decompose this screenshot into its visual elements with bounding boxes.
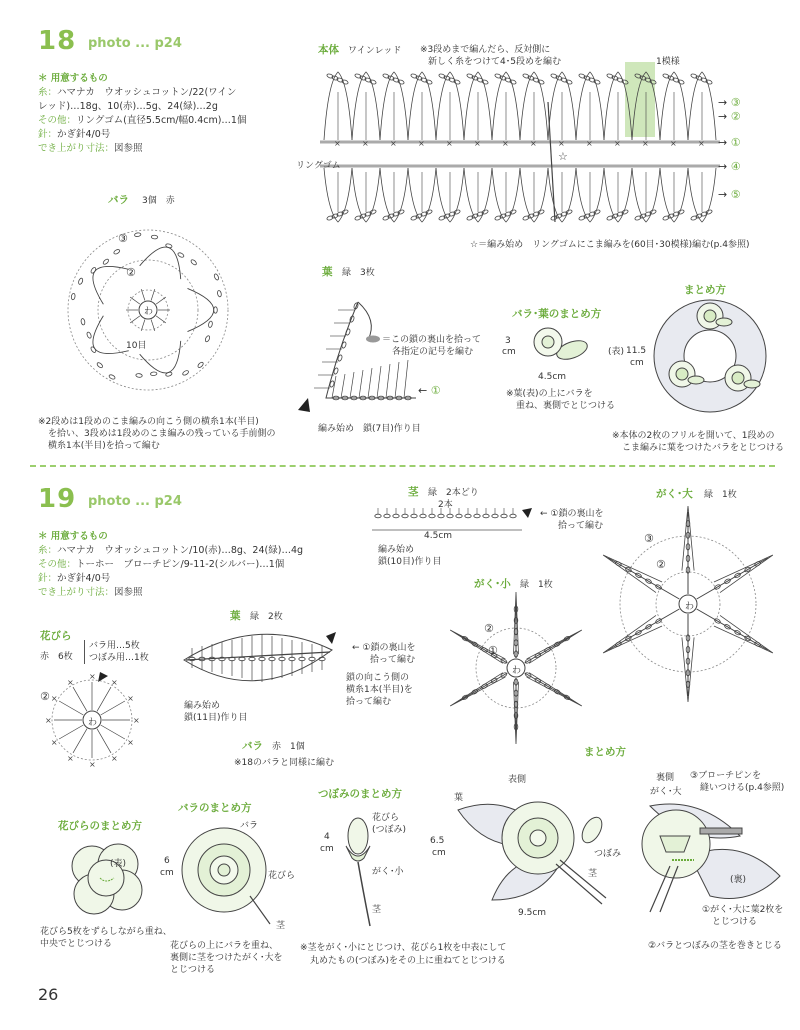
svg-text:×: × <box>530 139 537 148</box>
svg-text:×: × <box>334 139 341 148</box>
svg-text:×: × <box>89 672 96 681</box>
leaf-title: 葉 <box>322 266 333 278</box>
size-line: でき上がり寸法：図参照 <box>38 143 143 154</box>
petal-assy-drawing <box>62 834 152 920</box>
final-size: 11.5 <box>626 346 647 356</box>
svg-text:×: × <box>67 754 74 764</box>
leaf19-chart <box>172 620 348 702</box>
start-note: ☆＝編み始め リングゴムにこま編みを(60目･30模様)編む(p.4参照) <box>470 240 750 250</box>
petal-assy-title: 花びらのまとめ方 <box>58 820 142 832</box>
svg-text:☆: ☆ <box>558 150 568 163</box>
other-line: その他：リングゴム(直径5.5cm/幅0.4cm)…1個 <box>38 115 247 126</box>
svg-text:×: × <box>642 139 649 148</box>
svg-text:×: × <box>45 716 52 725</box>
rose-r3: ③ <box>118 232 128 245</box>
svg-text:×: × <box>614 139 621 148</box>
assy-w: 4.5cm <box>538 372 567 382</box>
m-step2: ②バラとつぼみの茎を巻きとじる <box>648 941 782 951</box>
assy-drawing <box>520 322 600 370</box>
leaf19-title: 葉 <box>230 610 241 622</box>
svg-text:×: × <box>670 139 677 148</box>
final-wreath <box>652 296 772 418</box>
row-1: → ① <box>718 136 741 149</box>
rose-title: バラ <box>108 194 129 206</box>
matome-title: まとめ方 <box>584 746 626 758</box>
svg-text:×: × <box>558 139 565 148</box>
svg-text:×: × <box>50 694 58 703</box>
petal-red: 赤 6枚 <box>40 652 73 662</box>
rose-assy-note: 花びらの上にバラを重ね、 裏側に茎をつけたがく･大を とじつける <box>170 941 283 975</box>
assy-front: (表) <box>608 347 625 357</box>
materials-19: ＊ 用意するもの 糸：ハマナカ ウオッシュコットン/10(赤)…8g、24(緑)…4g その他：トーホー ブローチピン/9-11-2(シルバー)…1個 針：かぎ針4/0号 でき上がり寸法：図参照 <box>38 531 304 598</box>
materials-heading: ＊ 用意するもの <box>38 73 108 84</box>
yarn-line-2: レッド)…18g、10(赤)…5g、24(緑)…2g <box>38 101 218 112</box>
body-title: 本体 <box>318 44 339 56</box>
svg-text:×: × <box>390 139 397 148</box>
gakusho-r1: ① <box>488 644 498 657</box>
row-3: → ③ <box>718 96 741 109</box>
svg-text:×: × <box>698 139 705 148</box>
svg-text:×: × <box>67 677 74 687</box>
bud-lbl4: 茎 <box>372 905 382 915</box>
leaf-r1: ← ① <box>418 384 441 397</box>
leaf-start: 編み始め 鎖(7目)作り目 <box>318 424 421 434</box>
petal-counts: バラ用…5枚 つぼみ用…1枚 <box>84 640 149 664</box>
bud-h: 4 <box>324 832 330 842</box>
m-leaf: 葉 <box>454 793 464 803</box>
gakudai-title: がく･大 <box>656 488 693 500</box>
bud-lbl3: がく･小 <box>372 867 404 877</box>
rose-r2: ② <box>126 266 136 279</box>
svg-text:×: × <box>446 139 453 148</box>
stem-qty: 緑 2本どり <box>428 488 479 498</box>
final-unit: cm <box>630 358 644 368</box>
final-note: ※本体の2枚のフリルを開いて、1段めの こま編みに葉をつけたバラをとじつける <box>612 431 785 453</box>
svg-text:×: × <box>474 139 481 148</box>
svg-text:×: × <box>111 754 118 764</box>
m-h: 6.5 <box>430 836 445 846</box>
svg-text:×: × <box>89 760 96 769</box>
rose19-qty: 赤 1個 <box>272 742 305 752</box>
assy-note: ※葉(表)の上にバラを 重ね、裏側でとじつける <box>506 389 616 411</box>
gakusho-title: がく･小 <box>474 578 511 590</box>
back-drawing <box>630 796 790 916</box>
pattern-number-19: 19 <box>38 484 77 514</box>
section-divider <box>30 465 775 467</box>
front-side: 表側 <box>508 775 527 785</box>
hook-line: 針：かぎ針4/0号 <box>38 129 111 140</box>
leaf19-qty: 緑 2枚 <box>250 612 283 622</box>
svg-text:×: × <box>418 139 425 148</box>
rose19-note: ※18のバラと同様に編む <box>234 758 334 768</box>
assy-h-unit: cm <box>502 347 516 357</box>
svg-text:×: × <box>502 139 509 148</box>
stem-start: 編み始め 鎖(10目)作り目 <box>378 545 442 567</box>
rose19-title: バラ <box>242 740 263 752</box>
photo-ref-19: photo ... p24 <box>88 494 182 509</box>
body-note-2: 新しく糸をつけて4･5段めを編む <box>428 57 561 67</box>
rose-note: ※2段めは1段めのこま編みの向こう側の横糸1本(半目) を拾い、3段めは1段めのこま編みの残っている手前側の 横糸1本(半目)を拾って編む <box>38 417 276 451</box>
petal-r2: ② <box>40 690 50 703</box>
leaf-qty: 緑 3枚 <box>342 268 375 278</box>
gakusho-r2: ② <box>484 622 494 635</box>
svg-text:×: × <box>127 738 134 747</box>
stem-len: 4.5cm <box>424 531 453 541</box>
m-stem: 茎 <box>588 869 598 879</box>
assy-title: バラ･葉のまとめ方 <box>512 308 602 320</box>
svg-text:×: × <box>127 694 134 703</box>
final-title: まとめ方 <box>684 284 726 296</box>
pattern-number-18: 18 <box>38 26 77 56</box>
rose-assy-lbl1: バラ <box>240 821 259 831</box>
svg-text:×: × <box>586 139 593 148</box>
leaf19-note-2: 鎖の向こう側の 横糸1本(半目)を 拾って編む <box>346 673 413 707</box>
body-note-1: ※3段めまで編んだら、反対側に <box>420 45 551 55</box>
gakusho-wa: わ <box>512 666 522 676</box>
yarn-line: 糸：ハマナカ ウオッシュコットン/22(ワイン <box>38 87 237 98</box>
repeat-label: 1模様 <box>656 57 680 67</box>
row-4: → ④ <box>718 160 741 173</box>
rose-assy-lbl2: 花びら <box>268 871 296 881</box>
front-drawing <box>452 780 612 912</box>
stem-title: 茎 <box>408 486 419 498</box>
petal-assy-front: (表) <box>110 859 127 869</box>
row-2: → ② <box>718 110 741 123</box>
ring-label: リングゴム <box>296 161 341 171</box>
gakudai-r2: ② <box>656 558 666 571</box>
leaf-legend: ＝この鎖の裏山を拾って 各指定の記号を編む <box>382 335 482 357</box>
svg-text:×: × <box>362 139 369 148</box>
leaf19-start: 編み始め 鎖(11目)作り目 <box>184 701 248 723</box>
svg-text:×: × <box>111 677 118 687</box>
m-bud: つぼみ <box>594 849 622 859</box>
m-step1: ①がく･大に葉2枚を とじつける <box>702 905 784 927</box>
gakudai-r3: ③ <box>644 532 654 545</box>
bud-title: つぼみのまとめ方 <box>318 788 402 800</box>
leaf19-note-1: ← ①鎖の裏山を 拾って編む <box>352 643 416 665</box>
m-gaku: がく･大 <box>650 787 682 797</box>
petal-wa: わ <box>88 718 98 728</box>
stem-count: 2本 <box>438 500 453 510</box>
materials-18 <box>38 72 246 156</box>
m-unit: cm <box>432 848 446 858</box>
svg-text:×: × <box>50 738 58 747</box>
rose-center: わ <box>144 307 154 317</box>
back-side: 裏側 <box>656 773 675 783</box>
rose-assy-drawing <box>174 820 274 930</box>
m-pin: ③ブローチピンを 縫いつける(p.4参照) <box>690 771 785 793</box>
top-frills <box>324 72 716 148</box>
body-color: ワインレッド <box>348 46 402 56</box>
rose-qty: 3個 赤 <box>142 196 175 206</box>
m-w: 9.5cm <box>518 908 547 918</box>
stem-chart <box>372 508 542 538</box>
petal-title: 花びら <box>40 630 72 642</box>
row-5: → ⑤ <box>718 188 741 201</box>
repeat-highlight <box>625 62 655 137</box>
assy-h: 3 <box>505 336 511 346</box>
gakusho-qty: 緑 1枚 <box>520 580 553 590</box>
photo-ref-18: photo ... p24 <box>88 36 182 51</box>
start-line <box>548 102 555 222</box>
page-number: 26 <box>38 985 59 1004</box>
svg-text:×: × <box>133 716 140 725</box>
rose-assy-unit: cm <box>160 868 174 878</box>
bud-note: ※茎をがく･小にとじつけ、花びら1枚を中表にして 丸めたもの(つぼみ)をその上に重ねてとじつける <box>300 943 507 966</box>
gakudai-wa: わ <box>685 602 695 612</box>
body-chart <box>300 62 720 232</box>
rose-assy-lbl3: 茎 <box>276 921 286 931</box>
bud-lbl1: 花びら (つぼみ) <box>372 813 407 835</box>
rose-10: 10目 <box>126 341 147 351</box>
bud-unit: cm <box>320 844 334 854</box>
rose-assy-h: 6 <box>164 856 170 866</box>
rose-assy-title: バラのまとめ方 <box>178 802 252 814</box>
gakudai-qty: 緑 1枚 <box>704 490 737 500</box>
m-back: (裏) <box>730 875 747 885</box>
bottom-frills <box>324 168 716 222</box>
stem-note: ← ①鎖の裏山を 拾って編む <box>540 509 604 531</box>
petal-assy-note: 花びら5枚をずらしながら重ね、 中央でとじつける <box>40 927 172 949</box>
